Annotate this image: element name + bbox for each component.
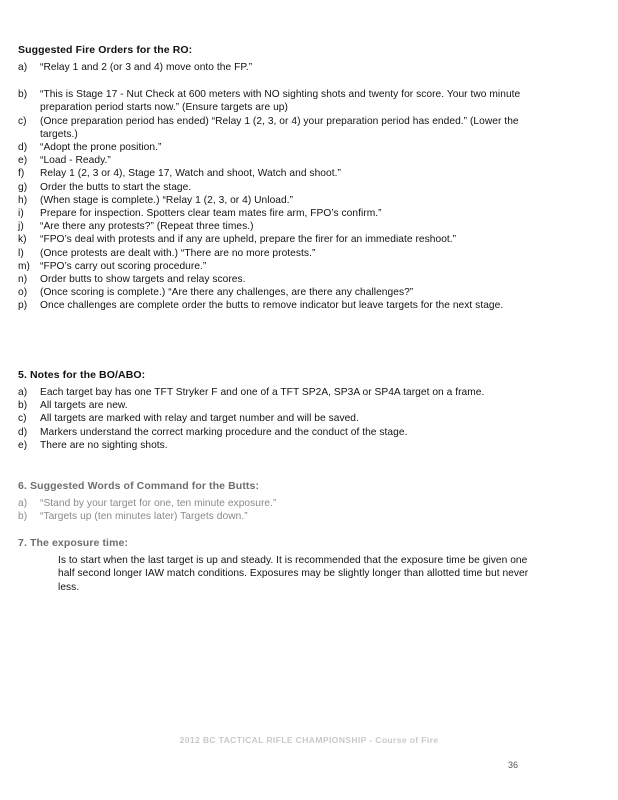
list-item [0,497,618,510]
exposure-time-heading: 7. The exposure time: [18,537,129,549]
list-text: Order the butts to start the stage. [40,181,192,193]
list-marker: c) [18,413,27,425]
list-item [0,88,618,114]
list-item [0,141,618,154]
list-text: “FPO’s deal with protests and if any are upheld, prepare the firer for an immediate reshoot.” [40,234,457,246]
list-text: “Adopt the prone position.” [40,142,162,154]
list-marker: c) [18,115,27,127]
list-item [0,399,618,412]
list-item [0,510,618,523]
notes-bo-abo-list [0,386,618,452]
list-text: “Are there any protests?” (Repeat three times.) [40,221,254,233]
list-item [0,386,618,399]
fire-orders-heading: Suggested Fire Orders for the RO: [18,44,193,56]
list-text: (When stage is complete.) “Relay 1 (2, 3, or 4) Unload.” [40,194,294,206]
list-marker: b) [18,511,28,523]
list-marker: b) [18,89,28,101]
list-text: Each target bay has one TFT Stryker F and one of a TFT SP2A, SP3A or SP4A target on a frame. [40,387,485,398]
page-number: 36 [507,760,518,770]
list-marker: d) [18,142,28,154]
list-marker: e) [18,155,28,167]
list-marker: i) [18,208,24,220]
list-marker: j) [18,221,24,233]
list-text: “FPO’s carry out scoring procedure.” [40,260,207,272]
list-item [0,207,618,220]
list-text: Prepare for inspection. Spotters clear team mates fire arm, FPO’s confirm.” [40,208,382,220]
list-text: “This is Stage 17 - Nut Check at 600 meters with NO sighting shots and twenty for score. Your two minute preparation period starts now.” (Ensure targets are up) [40,89,521,114]
list-item [0,426,618,439]
list-marker: o) [18,287,28,299]
list-item [0,299,618,312]
list-item [0,439,618,452]
list-item [0,194,618,207]
list-marker: n) [18,274,28,286]
list-item [0,273,618,286]
list-text: Relay 1 (2, 3 or 4), Stage 17, Watch and shoot, Watch and shoot.” [40,168,341,180]
list-marker: k) [18,234,27,246]
section-fire-orders [0,43,618,313]
notes-bo-abo-heading: 5. Notes for the BO/ABO: [18,369,146,381]
list-item [0,260,618,273]
list-item [0,412,618,425]
fire-orders-list [0,61,618,313]
list-item [0,286,618,299]
footer-title: 2012 BC TACTICAL RIFLE CHAMPIONSHIP - Course of Fire [179,735,439,745]
list-item [0,181,618,194]
list-item [0,154,618,167]
list-text: (Once preparation period has ended) “Relay 1 (2, 3, or 4) your preparation period has ended.” (Lower the targets.) [40,115,519,140]
list-item [0,233,618,246]
list-text: All targets are marked with relay and target number and will be saved. [40,413,359,425]
words-of-command-heading: 6. Suggested Words of Command for the Butts: [18,480,260,492]
list-marker: a) [18,62,28,73]
list-text: “Targets up (ten minutes later) Targets down.” [40,511,248,523]
list-marker: a) [18,387,28,398]
list-text: (Once scoring is complete.) “Are there any challenges, are there any challenges?” [40,287,414,299]
section-exposure-time [0,536,618,594]
list-item [0,115,618,141]
list-text: “Load - Ready.” [40,155,111,167]
list-marker: f) [18,168,25,180]
list-item [0,247,618,260]
exposure-time-body: Is to start when the last target is up and steady. It is recommended that the exposure time be given one half second longer IAW match conditions. Exposures may be slightly longer than allotted time but never less. [58,555,529,593]
list-text: Order butts to show targets and relay scores. [40,274,246,286]
list-marker: h) [18,194,28,206]
list-text: (Once protests are dealt with.) “There are no more protests.” [40,247,316,259]
words-of-command-list [0,497,618,523]
list-marker: l) [18,247,24,259]
list-marker: p) [18,300,28,312]
list-text: “Relay 1 and 2 (or 3 and 4) move onto the FP.” [40,62,253,73]
list-text: Markers understand the correct marking procedure and the conduct of the stage. [40,426,408,438]
list-marker: g) [18,181,28,193]
section-notes-bo-abo [0,368,618,452]
section-words-of-command [0,479,618,523]
list-text: “Stand by your target for one, ten minute exposure.” [40,498,277,509]
list-text: Once challenges are complete order the butts to remove indicator but leave targets for the next stage. [40,300,504,312]
list-marker: e) [18,439,28,451]
list-item [0,220,618,233]
list-marker: a) [18,498,28,509]
list-text: There are no sighting shots. [40,439,168,451]
list-item [0,61,618,74]
list-item [0,167,618,180]
list-marker: b) [18,400,28,412]
list-text: All targets are new. [40,400,128,412]
list-marker: d) [18,426,28,438]
list-marker: m) [18,260,30,272]
